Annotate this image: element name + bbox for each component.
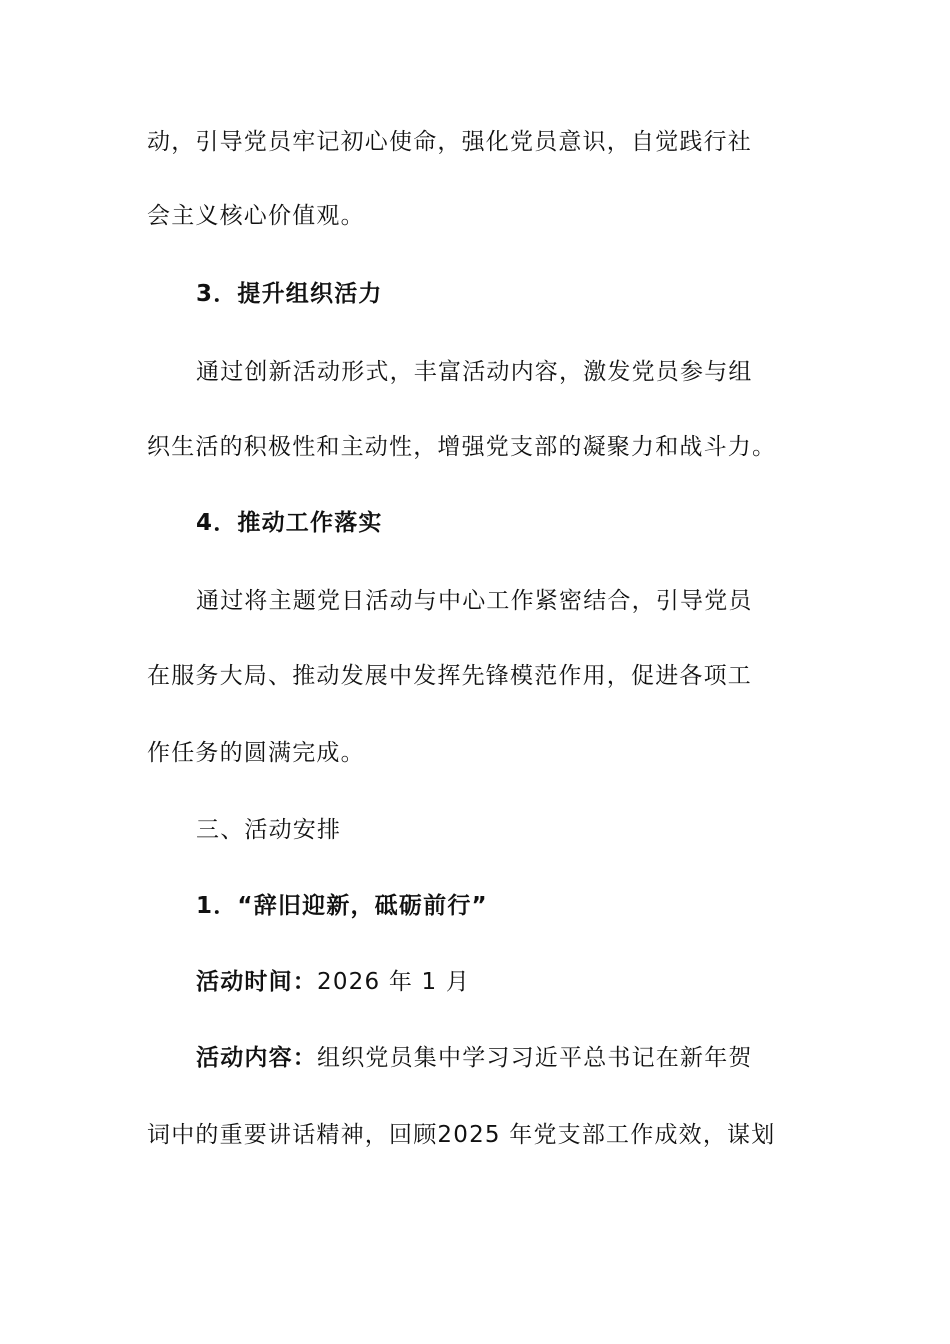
- paragraph-line: 通过创新活动形式，丰富活动内容，激发党员参与组: [196, 359, 753, 385]
- paragraph-line: 会主义核心价值观。: [147, 203, 365, 229]
- chapter-heading: 三、活动安排: [196, 817, 342, 843]
- activity-time: [196, 966, 876, 998]
- activity-time-label: 活动时间：: [196, 969, 317, 995]
- activity-content-text: 组织党员集中学习习近平总书记在新年贺: [317, 1045, 753, 1071]
- paragraph-line: 词中的重要讲话精神，回顾2025 年党支部工作成效，谋划: [147, 1122, 776, 1148]
- section-heading: 3．提升组织活力: [196, 281, 383, 307]
- paragraph-line: 通过将主题党日活动与中心工作紧密结合，引导党员: [196, 588, 753, 614]
- activity-content-label: 活动内容：: [196, 1045, 317, 1071]
- section-heading: 4．推动工作落实: [196, 510, 383, 536]
- activity-content: [196, 1042, 876, 1074]
- paragraph-line: 在服务大局、推动发展中发挥先锋模范作用，促进各项工: [147, 663, 752, 689]
- activity-time-value: 2026 年 1 月: [317, 969, 471, 995]
- paragraph-line: 织生活的积极性和主动性，增强党支部的凝聚力和战斗力。: [147, 434, 777, 460]
- paragraph-line: 动，引导党员牢记初心使命，强化党员意识，自觉践行社: [147, 129, 752, 155]
- paragraph-line: 作任务的圆满完成。: [147, 740, 365, 766]
- item-heading: 1．“辞旧迎新，砥砺前行”: [196, 893, 488, 919]
